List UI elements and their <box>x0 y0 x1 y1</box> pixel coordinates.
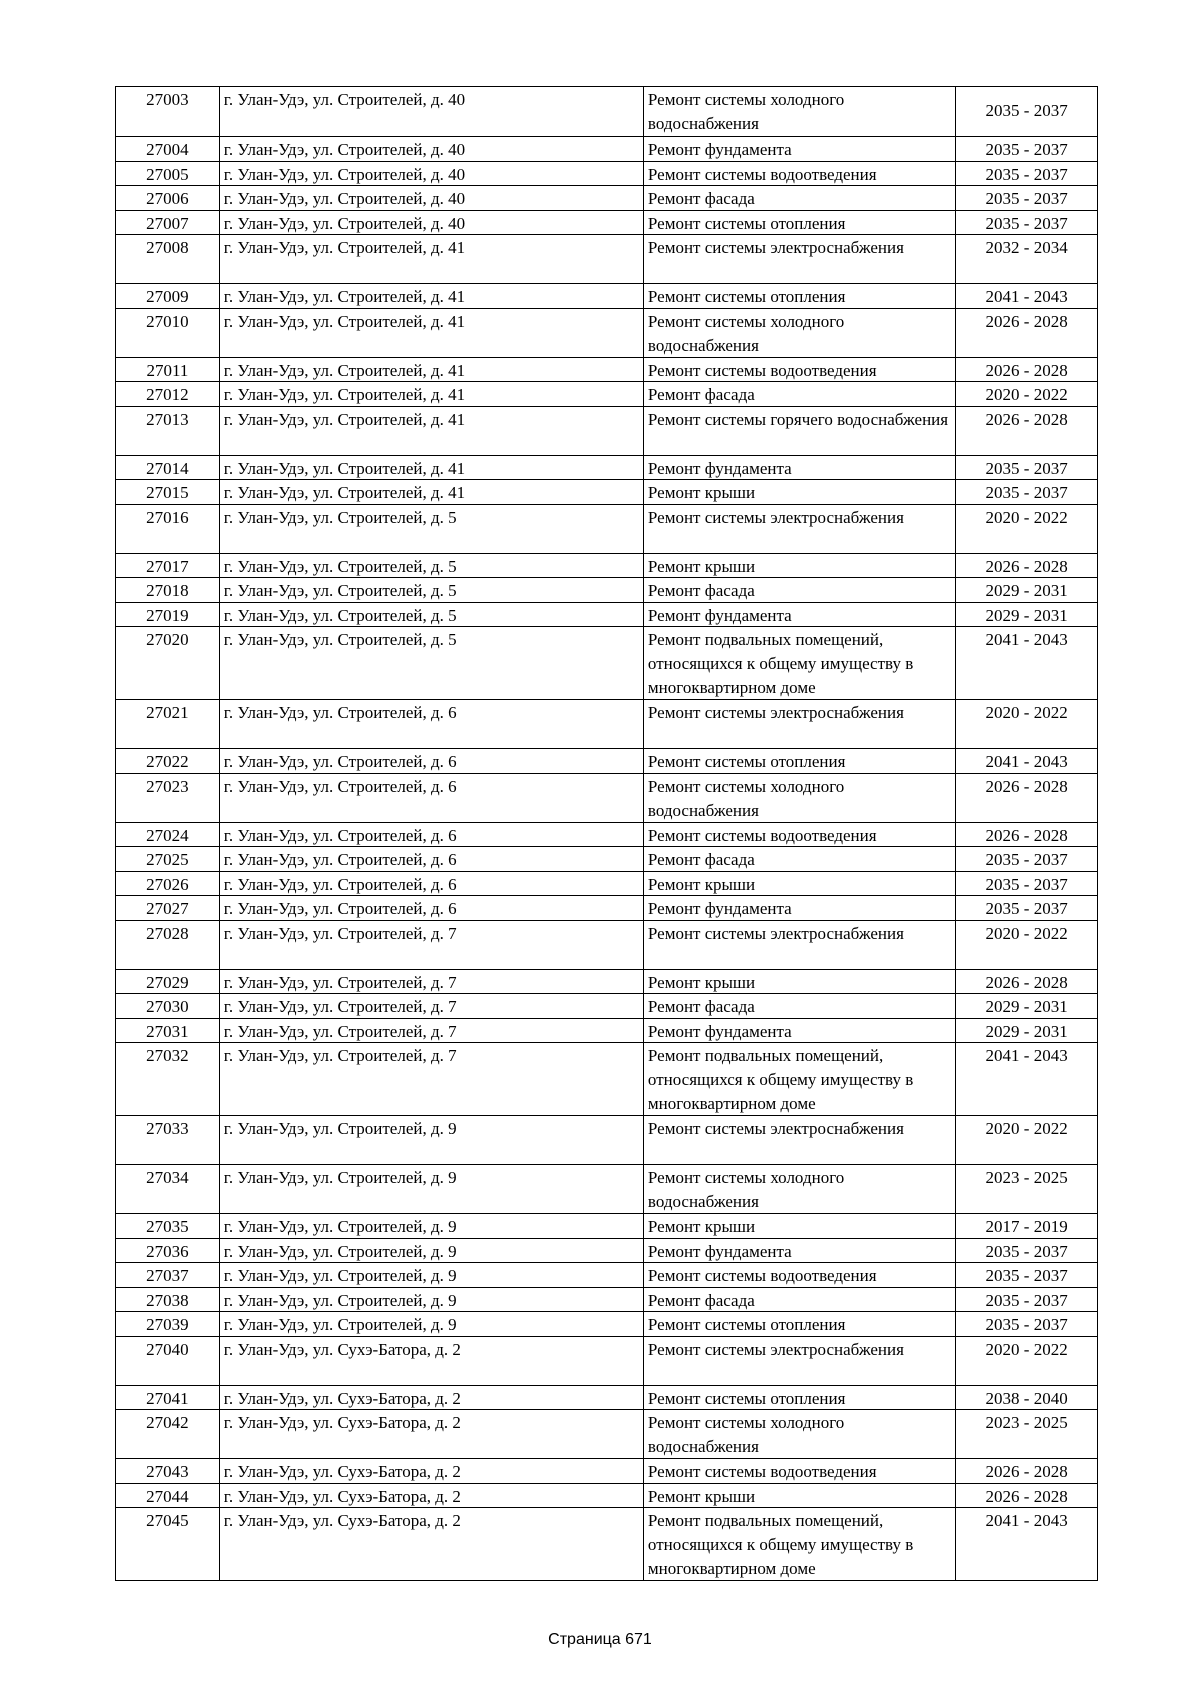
table-row <box>116 969 1097 994</box>
row-id: 27017 <box>146 556 189 576</box>
row-period: 2041 - 2043 <box>955 284 1097 308</box>
row-id: 27035 <box>146 1217 189 1236</box>
row-work-type: Ремонт системы отопления <box>643 749 955 773</box>
row-period: 2029 - 2031 <box>955 994 1097 1018</box>
row-id: 27042 <box>146 1413 189 1432</box>
row-address: г. Улан-Удэ, ул. Строителей, д. 6 <box>219 774 643 822</box>
row-period: 2020 - 2022 <box>955 382 1097 406</box>
table-row <box>116 1507 1097 1580</box>
row-address: г. Улан-Удэ, ул. Строителей, д. 40 <box>219 137 643 161</box>
table-row <box>116 895 1097 920</box>
table-row <box>116 308 1097 357</box>
row-period: 2035 - 2037 <box>955 87 1097 136</box>
row-address: г. Улан-Удэ, ул. Строителей, д. 41 <box>219 480 643 504</box>
row-work-type: Ремонт фундамента <box>643 137 955 161</box>
row-address: г. Улан-Удэ, ул. Строителей, д. 9 <box>219 1214 643 1238</box>
table-row <box>116 871 1097 896</box>
row-work-type: Ремонт системы водоотведения <box>643 1459 955 1483</box>
row-address: г. Улан-Удэ, ул. Строителей, д. 9 <box>219 1312 643 1336</box>
table-row <box>116 1287 1097 1312</box>
row-period: 2017 - 2019 <box>955 1214 1097 1238</box>
row-work-type: Ремонт системы отопления <box>643 284 955 308</box>
row-address: г. Улан-Удэ, ул. Строителей, д. 9 <box>219 1288 643 1312</box>
row-work-type: Ремонт системы водоотведения <box>643 823 955 847</box>
row-address: г. Улан-Удэ, ул. Строителей, д. 41 <box>219 456 643 480</box>
row-work-type: Ремонт системы отопления <box>643 1312 955 1336</box>
row-period: 2035 - 2037 <box>955 896 1097 920</box>
row-address: г. Улан-Удэ, ул. Сухэ-Батора, д. 2 <box>219 1337 643 1385</box>
row-period: 2029 - 2031 <box>955 578 1097 602</box>
table-row <box>116 1483 1097 1508</box>
row-id: 27005 <box>146 164 189 184</box>
row-address: г. Улан-Удэ, ул. Сухэ-Батора, д. 2 <box>219 1386 643 1410</box>
row-id: 27026 <box>146 874 189 894</box>
row-work-type: Ремонт системы отопления <box>643 1386 955 1410</box>
row-period: 2026 - 2028 <box>955 970 1097 994</box>
row-period: 2035 - 2037 <box>955 162 1097 186</box>
row-id: 27020 <box>146 630 189 649</box>
row-id: 27006 <box>146 189 189 208</box>
row-address: г. Улан-Удэ, ул. Строителей, д. 6 <box>219 896 643 920</box>
row-work-type: Ремонт системы электроснабжения <box>643 921 955 969</box>
row-id: 27037 <box>146 1266 189 1285</box>
row-work-type: Ремонт фасада <box>643 186 955 210</box>
row-period: 2035 - 2037 <box>955 186 1097 210</box>
row-period: 2020 - 2022 <box>955 700 1097 748</box>
table-row <box>116 234 1097 283</box>
row-period: 2035 - 2037 <box>955 137 1097 161</box>
row-address: г. Улан-Удэ, ул. Строителей, д. 7 <box>219 970 643 994</box>
row-address: г. Улан-Удэ, ул. Строителей, д. 6 <box>219 700 643 748</box>
row-work-type: Ремонт фасада <box>643 994 955 1018</box>
row-work-type: Ремонт подвальных помещений, относящихся к общему имуществу в многоквартирном доме <box>643 1508 955 1580</box>
row-work-type: Ремонт фундамента <box>643 1239 955 1263</box>
table-row <box>116 455 1097 480</box>
row-work-type: Ремонт фасада <box>643 578 955 602</box>
table-row <box>116 748 1097 773</box>
row-work-type: Ремонт системы холодного водоснабжения <box>643 1410 955 1458</box>
table-row <box>116 136 1097 161</box>
row-work-type: Ремонт фасада <box>643 382 955 406</box>
table-row <box>116 504 1097 553</box>
table-row <box>116 406 1097 455</box>
row-id: 27029 <box>146 972 189 992</box>
table-row <box>116 1213 1097 1238</box>
row-work-type: Ремонт системы горячего водоснабжения <box>643 407 955 455</box>
table-row <box>116 1115 1097 1164</box>
row-address: г. Улан-Удэ, ул. Строителей, д. 6 <box>219 823 643 847</box>
row-period: 2035 - 2037 <box>955 1312 1097 1336</box>
row-id: 27022 <box>146 752 189 771</box>
row-work-type: Ремонт системы холодного водоснабжения <box>643 309 955 357</box>
row-work-type: Ремонт фундамента <box>643 603 955 627</box>
row-id: 27032 <box>146 1046 189 1065</box>
table-row <box>116 1042 1097 1115</box>
row-address: г. Улан-Удэ, ул. Строителей, д. 5 <box>219 603 643 627</box>
row-address: г. Улан-Удэ, ул. Строителей, д. 7 <box>219 921 643 969</box>
row-work-type: Ремонт системы электроснабжения <box>643 505 955 553</box>
table-row <box>116 185 1097 210</box>
table-row <box>116 1311 1097 1336</box>
row-work-type: Ремонт системы водоотведения <box>643 1263 955 1287</box>
row-id: 27031 <box>146 1021 189 1041</box>
row-period: 2020 - 2022 <box>955 505 1097 553</box>
row-id: 27045 <box>146 1511 189 1530</box>
table-row <box>116 577 1097 602</box>
row-period: 2026 - 2028 <box>955 407 1097 455</box>
row-address: г. Улан-Удэ, ул. Строителей, д. 40 <box>219 186 643 210</box>
table-row <box>116 87 1097 136</box>
table-row <box>116 1409 1097 1458</box>
row-address: г. Улан-Удэ, ул. Строителей, д. 41 <box>219 382 643 406</box>
row-period: 2026 - 2028 <box>955 358 1097 382</box>
row-work-type: Ремонт системы холодного водоснабжения <box>643 774 955 822</box>
row-work-type: Ремонт системы отопления <box>643 211 955 235</box>
table-row <box>116 381 1097 406</box>
table-row <box>116 1262 1097 1287</box>
row-period: 2035 - 2037 <box>955 456 1097 480</box>
row-period: 2041 - 2043 <box>955 1043 1097 1115</box>
row-period: 2032 - 2034 <box>955 235 1097 283</box>
row-period: 2041 - 2043 <box>955 627 1097 699</box>
table-row <box>116 920 1097 969</box>
row-id: 27007 <box>146 213 189 233</box>
row-id: 27009 <box>146 287 189 306</box>
row-work-type: Ремонт подвальных помещений, относящихся к общему имуществу в многоквартирном доме <box>643 627 955 699</box>
row-work-type: Ремонт фундамента <box>643 896 955 920</box>
row-work-type: Ремонт системы электроснабжения <box>643 235 955 283</box>
row-period: 2023 - 2025 <box>955 1165 1097 1213</box>
row-work-type: Ремонт системы электроснабжения <box>643 700 955 748</box>
row-id: 27025 <box>146 850 189 869</box>
row-period: 2041 - 2043 <box>955 749 1097 773</box>
row-period: 2035 - 2037 <box>955 211 1097 235</box>
table-row <box>116 1385 1097 1410</box>
table-row <box>116 846 1097 871</box>
row-id: 27008 <box>146 238 189 257</box>
row-id: 27023 <box>146 776 189 796</box>
table-row <box>116 602 1097 627</box>
row-work-type: Ремонт фундамента <box>643 1019 955 1043</box>
row-address: г. Улан-Удэ, ул. Строителей, д. 40 <box>219 211 643 235</box>
row-id: 27028 <box>146 923 189 943</box>
row-id: 27036 <box>146 1241 189 1261</box>
row-address: г. Улан-Удэ, ул. Строителей, д. 9 <box>219 1165 643 1213</box>
table-row <box>116 210 1097 235</box>
row-period: 2020 - 2022 <box>955 921 1097 969</box>
row-period: 2023 - 2025 <box>955 1410 1097 1458</box>
row-address: г. Улан-Удэ, ул. Строителей, д. 6 <box>219 872 643 896</box>
row-work-type: Ремонт системы электроснабжения <box>643 1116 955 1164</box>
row-work-type: Ремонт крыши <box>643 554 955 578</box>
row-address: г. Улан-Удэ, ул. Строителей, д. 5 <box>219 505 643 553</box>
table-row <box>116 161 1097 186</box>
row-address: г. Улан-Удэ, ул. Строителей, д. 5 <box>219 578 643 602</box>
row-address: г. Улан-Удэ, ул. Сухэ-Батора, д. 2 <box>219 1484 643 1508</box>
row-address: г. Улан-Удэ, ул. Строителей, д. 6 <box>219 847 643 871</box>
row-work-type: Ремонт системы холодного водоснабжения <box>643 1165 955 1213</box>
row-work-type: Ремонт фасада <box>643 847 955 871</box>
row-period: 2035 - 2037 <box>955 1263 1097 1287</box>
row-id: 27011 <box>146 360 189 380</box>
row-address: г. Улан-Удэ, ул. Сухэ-Батора, д. 2 <box>219 1459 643 1483</box>
row-address: г. Улан-Удэ, ул. Строителей, д. 9 <box>219 1116 643 1164</box>
row-period: 2029 - 2031 <box>955 1019 1097 1043</box>
row-id: 27043 <box>146 1462 189 1481</box>
table-row <box>116 1018 1097 1043</box>
row-work-type: Ремонт крыши <box>643 1214 955 1238</box>
row-address: г. Улан-Удэ, ул. Строителей, д. 41 <box>219 284 643 308</box>
row-period: 2038 - 2040 <box>955 1386 1097 1410</box>
row-address: г. Улан-Удэ, ул. Строителей, д. 41 <box>219 358 643 382</box>
row-address: г. Улан-Удэ, ул. Строителей, д. 40 <box>219 162 643 186</box>
row-period: 2041 - 2043 <box>955 1508 1097 1580</box>
row-period: 2020 - 2022 <box>955 1337 1097 1385</box>
row-id: 27010 <box>146 311 189 331</box>
row-period: 2026 - 2028 <box>955 823 1097 847</box>
row-work-type: Ремонт системы водоотведения <box>643 358 955 382</box>
row-period: 2035 - 2037 <box>955 872 1097 896</box>
row-period: 2026 - 2028 <box>955 309 1097 357</box>
row-address: г. Улан-Удэ, ул. Строителей, д. 41 <box>219 309 643 357</box>
row-id: 27016 <box>146 507 189 527</box>
row-period: 2035 - 2037 <box>955 847 1097 871</box>
table-row <box>116 699 1097 748</box>
row-address: г. Улан-Удэ, ул. Строителей, д. 5 <box>219 554 643 578</box>
row-period: 2026 - 2028 <box>955 1484 1097 1508</box>
table-row <box>116 822 1097 847</box>
row-id: 27019 <box>146 605 189 625</box>
repair-schedule-table <box>115 86 1098 1581</box>
row-work-type: Ремонт крыши <box>643 970 955 994</box>
row-work-type: Ремонт крыши <box>643 1484 955 1508</box>
row-address: г. Улан-Удэ, ул. Строителей, д. 40 <box>219 87 643 136</box>
row-id: 27004 <box>146 140 189 159</box>
row-address: г. Улан-Удэ, ул. Строителей, д. 6 <box>219 749 643 773</box>
table-row <box>116 357 1097 382</box>
row-id: 27038 <box>146 1290 189 1310</box>
row-work-type: Ремонт крыши <box>643 480 955 504</box>
row-id: 27014 <box>146 458 189 478</box>
row-address: г. Улан-Удэ, ул. Строителей, д. 9 <box>219 1263 643 1287</box>
row-address: г. Улан-Удэ, ул. Строителей, д. 7 <box>219 1043 643 1115</box>
row-address: г. Улан-Удэ, ул. Строителей, д. 41 <box>219 407 643 455</box>
row-period: 2035 - 2037 <box>955 480 1097 504</box>
row-id: 27015 <box>146 483 189 502</box>
row-work-type: Ремонт фасада <box>643 1288 955 1312</box>
row-period: 2026 - 2028 <box>955 554 1097 578</box>
row-period: 2020 - 2022 <box>955 1116 1097 1164</box>
row-id: 27041 <box>146 1388 189 1408</box>
row-work-type: Ремонт системы водоотведения <box>643 162 955 186</box>
row-address: г. Улан-Удэ, ул. Сухэ-Батора, д. 2 <box>219 1410 643 1458</box>
row-id: 27030 <box>146 997 189 1016</box>
row-work-type: Ремонт крыши <box>643 872 955 896</box>
row-id: 27040 <box>146 1339 189 1359</box>
table-row <box>116 1458 1097 1483</box>
row-address: г. Улан-Удэ, ул. Строителей, д. 7 <box>219 994 643 1018</box>
table-row <box>116 553 1097 578</box>
row-address: г. Улан-Удэ, ул. Сухэ-Батора, д. 2 <box>219 1508 643 1580</box>
table-row <box>116 1336 1097 1385</box>
row-id: 27003 <box>146 90 189 109</box>
row-work-type: Ремонт фундамента <box>643 456 955 480</box>
row-id: 27039 <box>146 1315 189 1334</box>
table-row <box>116 773 1097 822</box>
table-row <box>116 479 1097 504</box>
row-address: г. Улан-Удэ, ул. Строителей, д. 7 <box>219 1019 643 1043</box>
row-address: г. Улан-Удэ, ул. Строителей, д. 41 <box>219 235 643 283</box>
row-period: 2035 - 2037 <box>955 1288 1097 1312</box>
row-id: 27027 <box>146 899 189 918</box>
table-row <box>116 1238 1097 1263</box>
page-number: Страница 671 <box>548 1631 652 1648</box>
row-work-type: Ремонт подвальных помещений, относящихся к общему имуществу в многоквартирном доме <box>643 1043 955 1115</box>
row-id: 27013 <box>146 409 189 429</box>
row-id: 27018 <box>146 581 189 600</box>
row-work-type: Ремонт системы холодного водоснабжения <box>643 87 955 136</box>
table-row <box>116 626 1097 699</box>
row-id: 27012 <box>146 385 189 404</box>
row-id: 27021 <box>146 703 189 722</box>
row-period: 2029 - 2031 <box>955 603 1097 627</box>
row-work-type: Ремонт системы электроснабжения <box>643 1337 955 1385</box>
row-address: г. Улан-Удэ, ул. Строителей, д. 9 <box>219 1239 643 1263</box>
row-period: 2035 - 2037 <box>955 1239 1097 1263</box>
row-period: 2026 - 2028 <box>955 774 1097 822</box>
table-row <box>116 993 1097 1018</box>
row-id: 27033 <box>146 1119 189 1138</box>
table-row <box>116 283 1097 308</box>
table-row <box>116 1164 1097 1213</box>
row-address: г. Улан-Удэ, ул. Строителей, д. 5 <box>219 627 643 699</box>
row-id: 27034 <box>146 1168 189 1187</box>
row-period: 2026 - 2028 <box>955 1459 1097 1483</box>
row-id: 27024 <box>146 825 189 845</box>
row-id: 27044 <box>146 1486 189 1506</box>
